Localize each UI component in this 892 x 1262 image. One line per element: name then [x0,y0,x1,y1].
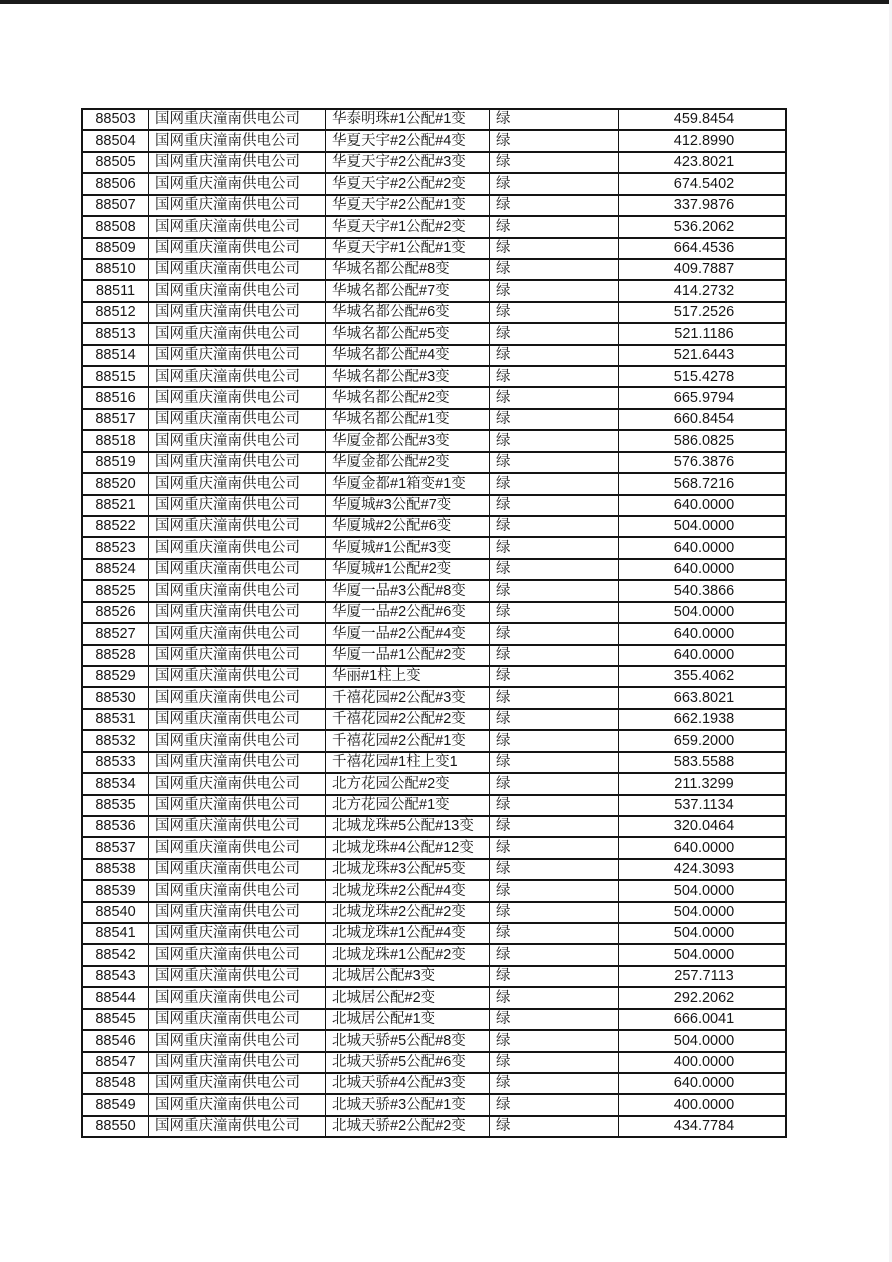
cell-device: 华厦金都公配#3变 [326,431,490,450]
cell-company: 国网重庆潼南供电公司 [149,774,326,793]
cell-value: 355.4062 [673,668,735,685]
table-row [83,1117,785,1136]
page-top-border [0,0,892,4]
cell-status: 绿 [490,496,619,515]
cell-value: 320.0464 [673,818,735,835]
table-row [83,1053,785,1074]
cell-value: 504.0000 [673,1032,735,1049]
cell-id: 88545 [83,1010,149,1029]
cell-id: 88538 [83,860,149,879]
cell-id: 88528 [83,646,149,665]
cell-value: 640.0000 [673,647,735,663]
table-row [83,881,785,902]
cell-id: 88522 [83,517,149,536]
cell-id: 88540 [83,903,149,922]
cell-status: 绿 [490,453,619,472]
cell-value: 504.0000 [673,904,735,921]
cell-device: 华厦城#3公配#7变 [326,496,490,515]
cell-status: 绿 [490,239,619,258]
cell-company: 国网重庆潼南供电公司 [149,131,326,150]
cell-id: 88517 [83,410,149,429]
cell-status: 绿 [490,817,619,836]
cell-device: 华夏天宇#2公配#4变 [326,131,490,150]
cell-value: 400.0000 [673,1096,735,1113]
table-row [83,860,785,881]
cell-device: 千禧花园#2公配#2变 [326,710,490,729]
cell-device: 华厦城#2公配#6变 [326,517,490,536]
cell-status: 绿 [490,967,619,986]
cell-status: 绿 [490,367,619,386]
cell-device: 北城居公配#1变 [326,1010,490,1029]
cell-device: 华厦一品#2公配#4变 [326,624,490,643]
cell-value: 517.2526 [673,304,735,321]
cell-company: 国网重庆潼南供电公司 [149,324,326,343]
table-row [83,474,785,495]
cell-device: 华夏天宇#2公配#2变 [326,174,490,193]
cell-device: 北城居公配#2变 [326,988,490,1007]
cell-company: 国网重庆潼南供电公司 [149,817,326,836]
cell-company: 国网重庆潼南供电公司 [149,196,326,215]
cell-device: 北城天骄#3公配#1变 [326,1095,490,1114]
table-row [83,710,785,731]
cell-company: 国网重庆潼南供电公司 [149,367,326,386]
cell-id: 88539 [83,881,149,900]
cell-device: 北城天骄#4公配#3变 [326,1074,490,1093]
table-row [83,924,785,945]
cell-value: 521.1186 [674,325,734,342]
table-row [83,239,785,260]
cell-id: 88531 [83,710,149,729]
cell-id: 88506 [83,174,149,193]
table-row [83,131,785,152]
cell-status: 绿 [490,860,619,879]
cell-device: 北城龙珠#1公配#4变 [326,924,490,943]
cell-company: 国网重庆潼南供电公司 [149,281,326,300]
cell-device: 华城名都公配#6变 [326,303,490,322]
cell-device: 华厦一品#3公配#8变 [326,581,490,600]
table-row [83,260,785,281]
cell-status: 绿 [490,1095,619,1114]
cell-company: 国网重庆潼南供电公司 [149,517,326,536]
cell-status: 绿 [490,110,619,129]
table-row [83,174,785,195]
table-row [83,667,785,688]
cell-status: 绿 [490,1053,619,1072]
cell-value: 521.6443 [673,347,735,364]
table-row [83,496,785,517]
cell-device: 千禧花园#1柱上变1 [326,753,490,772]
table-row [83,324,785,345]
cell-status: 绿 [490,710,619,729]
cell-status: 绿 [490,1074,619,1093]
table-row [83,753,785,774]
cell-company: 国网重庆潼南供电公司 [149,303,326,322]
cell-device: 华夏天宇#1公配#1变 [326,239,490,258]
cell-device: 北城龙珠#1公配#2变 [326,945,490,964]
table-row [83,217,785,238]
cell-value: 412.8990 [673,132,735,149]
cell-company: 国网重庆潼南供电公司 [149,945,326,964]
cell-id: 88541 [83,924,149,943]
cell-value: 504.0000 [673,925,735,942]
cell-id: 88550 [83,1117,149,1136]
cell-value: 576.3876 [673,454,735,471]
cell-status: 绿 [490,646,619,665]
cell-company: 国网重庆潼南供电公司 [149,860,326,879]
cell-device: 千禧花园#2公配#1变 [326,731,490,750]
cell-status: 绿 [490,924,619,943]
cell-id: 88520 [83,474,149,493]
cell-id: 88509 [83,239,149,258]
cell-status: 绿 [490,774,619,793]
cell-status: 绿 [490,838,619,857]
cell-id: 88532 [83,731,149,750]
cell-company: 国网重庆潼南供电公司 [149,346,326,365]
cell-company: 国网重庆潼南供电公司 [149,1010,326,1029]
cell-company: 国网重庆潼南供电公司 [149,431,326,450]
cell-company: 国网重庆潼南供电公司 [149,239,326,258]
cell-company: 国网重庆潼南供电公司 [149,838,326,857]
cell-id: 88511 [83,281,149,300]
cell-company: 国网重庆潼南供电公司 [149,646,326,665]
cell-device: 北城龙珠#3公配#5变 [326,860,490,879]
cell-value: 662.1938 [673,711,735,728]
cell-company: 国网重庆潼南供电公司 [149,988,326,1007]
cell-status: 绿 [490,1031,619,1050]
cell-company: 国网重庆潼南供电公司 [149,496,326,515]
cell-id: 88516 [83,388,149,407]
cell-device: 华城名都公配#1变 [326,410,490,429]
cell-device: 北方花园公配#1变 [326,796,490,815]
cell-device: 华厦城#1公配#3变 [326,538,490,557]
cell-device: 华城名都公配#8变 [326,260,490,279]
cell-status: 绿 [490,388,619,407]
cell-status: 绿 [490,881,619,900]
cell-company: 国网重庆潼南供电公司 [149,560,326,579]
cell-device: 华城名都公配#3变 [326,367,490,386]
cell-device: 北城天骄#5公配#8变 [326,1031,490,1050]
cell-status: 绿 [490,753,619,772]
cell-id: 88544 [83,988,149,1007]
cell-status: 绿 [490,303,619,322]
table-row [83,1095,785,1116]
cell-id: 88504 [83,131,149,150]
cell-status: 绿 [490,796,619,815]
cell-device: 华厦城#1公配#2变 [326,560,490,579]
table-row [83,560,785,581]
table-row [83,646,785,667]
cell-status: 绿 [490,174,619,193]
table-row [83,581,785,602]
cell-status: 绿 [490,474,619,493]
table-row [83,303,785,324]
cell-status: 绿 [490,431,619,450]
table-row [83,731,785,752]
cell-id: 88534 [83,774,149,793]
cell-id: 88546 [83,1031,149,1050]
cell-status: 绿 [490,196,619,215]
cell-device: 北城龙珠#2公配#4变 [326,881,490,900]
cell-value: 504.0000 [673,882,735,899]
table-row [83,431,785,452]
cell-company: 国网重庆潼南供电公司 [149,453,326,472]
cell-company: 国网重庆潼南供电公司 [149,967,326,986]
cell-company: 国网重庆潼南供电公司 [149,753,326,772]
cell-status: 绿 [490,260,619,279]
cell-device: 华城名都公配#2变 [326,388,490,407]
cell-id: 88535 [83,796,149,815]
cell-value: 583.5588 [673,754,735,771]
cell-value: 434.7784 [673,1118,735,1135]
table-row [83,517,785,538]
cell-id: 88507 [83,196,149,215]
cell-company: 国网重庆潼南供电公司 [149,731,326,750]
cell-company: 国网重庆潼南供电公司 [149,667,326,686]
data-table [81,108,787,1138]
cell-status: 绿 [490,346,619,365]
cell-value: 665.9794 [673,389,735,406]
cell-company: 国网重庆潼南供电公司 [149,796,326,815]
cell-value: 640.0000 [673,561,735,578]
cell-company: 国网重庆潼南供电公司 [149,581,326,600]
table-row [83,903,785,924]
cell-device: 华夏天宇#2公配#3变 [326,153,490,172]
cell-status: 绿 [490,731,619,750]
cell-id: 88527 [83,624,149,643]
cell-device: 北方花园公配#2变 [326,774,490,793]
cell-id: 88519 [83,453,149,472]
cell-company: 国网重庆潼南供电公司 [149,153,326,172]
cell-company: 国网重庆潼南供电公司 [149,174,326,193]
table-row [83,410,785,431]
cell-value: 414.2732 [673,282,735,299]
cell-id: 88549 [83,1095,149,1114]
table-row [83,110,785,131]
cell-value: 640.0000 [673,539,735,556]
table-row [83,967,785,988]
cell-device: 华城名都公配#5变 [326,324,490,343]
table-row [83,196,785,217]
cell-company: 国网重庆潼南供电公司 [149,1074,326,1093]
cell-device: 华厦一品#1公配#2变 [326,646,490,665]
cell-device: 北城天骄#5公配#6变 [326,1053,490,1072]
table-row [83,817,785,838]
cell-value: 660.8454 [673,411,735,428]
cell-id: 88524 [83,560,149,579]
cell-id: 88533 [83,753,149,772]
cell-id: 88547 [83,1053,149,1072]
cell-value: 666.0041 [673,1011,735,1028]
cell-device: 华城名都公配#4变 [326,346,490,365]
cell-device: 华泰明珠#1公配#1变 [326,110,490,129]
cell-device: 北城龙珠#5公配#13变 [326,817,490,836]
table-row [83,367,785,388]
table-row [83,945,785,966]
cell-device: 北城居公配#3变 [326,967,490,986]
cell-id: 88536 [83,817,149,836]
cell-status: 绿 [490,581,619,600]
cell-company: 国网重庆潼南供电公司 [149,388,326,407]
cell-value: 292.2062 [673,989,735,1006]
cell-company: 国网重庆潼南供电公司 [149,710,326,729]
cell-value: 424.3093 [673,861,735,878]
cell-company: 国网重庆潼南供电公司 [149,1031,326,1050]
cell-company: 国网重庆潼南供电公司 [149,110,326,129]
table-row [83,1010,785,1031]
cell-company: 国网重庆潼南供电公司 [149,474,326,493]
cell-status: 绿 [490,667,619,686]
cell-id: 88515 [83,367,149,386]
cell-id: 88530 [83,688,149,707]
cell-value: 257.7113 [674,968,734,985]
cell-company: 国网重庆潼南供电公司 [149,217,326,236]
table-row [83,603,785,624]
cell-device: 北城龙珠#2公配#2变 [326,903,490,922]
cell-status: 绿 [490,1117,619,1136]
table-row [83,281,785,302]
cell-status: 绿 [490,538,619,557]
cell-value: 211.3299 [674,775,734,792]
cell-status: 绿 [490,153,619,172]
table-row [83,453,785,474]
cell-status: 绿 [490,410,619,429]
cell-device: 华厦一品#2公配#6变 [326,603,490,622]
cell-id: 88523 [83,538,149,557]
cell-id: 88512 [83,303,149,322]
cell-device: 华厦金都公配#2变 [326,453,490,472]
cell-company: 国网重庆潼南供电公司 [149,903,326,922]
cell-status: 绿 [490,1010,619,1029]
cell-company: 国网重庆潼南供电公司 [149,924,326,943]
cell-id: 88505 [83,153,149,172]
cell-status: 绿 [490,988,619,1007]
cell-status: 绿 [490,217,619,236]
cell-id: 88503 [83,110,149,129]
cell-value: 664.4536 [673,239,735,256]
cell-value: 568.7216 [673,475,735,492]
cell-company: 国网重庆潼南供电公司 [149,1053,326,1072]
cell-device: 华夏天宇#2公配#1变 [326,196,490,215]
cell-company: 国网重庆潼南供电公司 [149,1095,326,1114]
cell-value: 337.9876 [673,197,735,214]
cell-value: 659.2000 [673,732,735,749]
cell-company: 国网重庆潼南供电公司 [149,624,326,643]
cell-value: 504.0000 [673,518,735,535]
cell-value: 586.0825 [673,432,735,449]
table-row [83,988,785,1009]
cell-status: 绿 [490,945,619,964]
table-row [83,688,785,709]
cell-company: 国网重庆潼南供电公司 [149,603,326,622]
cell-value: 400.0000 [673,1054,735,1071]
cell-device: 华夏天宇#1公配#2变 [326,217,490,236]
table-row [83,1074,785,1095]
cell-device: 华丽#1柱上变 [326,667,490,686]
cell-id: 88514 [83,346,149,365]
cell-value: 640.0000 [673,839,735,856]
cell-company: 国网重庆潼南供电公司 [149,1117,326,1136]
cell-status: 绿 [490,624,619,643]
cell-value: 663.8021 [673,689,735,706]
cell-status: 绿 [490,324,619,343]
cell-id: 88537 [83,838,149,857]
table-row [83,1031,785,1052]
table-row [83,388,785,409]
cell-id: 88542 [83,945,149,964]
cell-value: 504.0000 [673,604,735,621]
cell-value: 409.7887 [673,261,735,278]
cell-id: 88529 [83,667,149,686]
cell-value: 459.8454 [673,111,735,128]
cell-value: 640.0000 [673,1075,735,1092]
cell-status: 绿 [490,603,619,622]
cell-value: 504.0000 [673,946,735,963]
table-row [83,153,785,174]
cell-device: 千禧花园#2公配#3变 [326,688,490,707]
cell-id: 88548 [83,1074,149,1093]
table-row [83,346,785,367]
cell-status: 绿 [490,131,619,150]
cell-company: 国网重庆潼南供电公司 [149,260,326,279]
cell-id: 88543 [83,967,149,986]
cell-status: 绿 [490,688,619,707]
cell-status: 绿 [490,281,619,300]
cell-value: 423.8021 [673,154,735,171]
cell-id: 88513 [83,324,149,343]
cell-device: 华城名都公配#7变 [326,281,490,300]
cell-company: 国网重庆潼南供电公司 [149,688,326,707]
cell-value: 640.0000 [673,625,735,642]
table-row [83,538,785,559]
table-row [83,796,785,817]
table-row [83,624,785,645]
table-row [83,838,785,859]
cell-company: 国网重庆潼南供电公司 [149,410,326,429]
table-row [83,774,785,795]
cell-status: 绿 [490,517,619,536]
cell-value: 515.4278 [673,368,735,385]
cell-status: 绿 [490,560,619,579]
cell-device: 北城天骄#2公配#2变 [326,1117,490,1136]
cell-id: 88526 [83,603,149,622]
cell-company: 国网重庆潼南供电公司 [149,881,326,900]
cell-company: 国网重庆潼南供电公司 [149,538,326,557]
cell-id: 88508 [83,217,149,236]
cell-device: 华厦金都#1箱变#1变 [326,474,490,493]
cell-status: 绿 [490,903,619,922]
cell-value: 537.1134 [674,796,734,813]
cell-value: 536.2062 [673,218,735,235]
cell-device: 北城龙珠#4公配#12变 [326,838,490,857]
cell-value: 640.0000 [673,497,735,514]
cell-value: 540.3866 [673,582,735,599]
cell-id: 88525 [83,581,149,600]
cell-id: 88510 [83,260,149,279]
cell-id: 88518 [83,431,149,450]
cell-id: 88521 [83,496,149,515]
cell-value: 674.5402 [673,175,735,192]
